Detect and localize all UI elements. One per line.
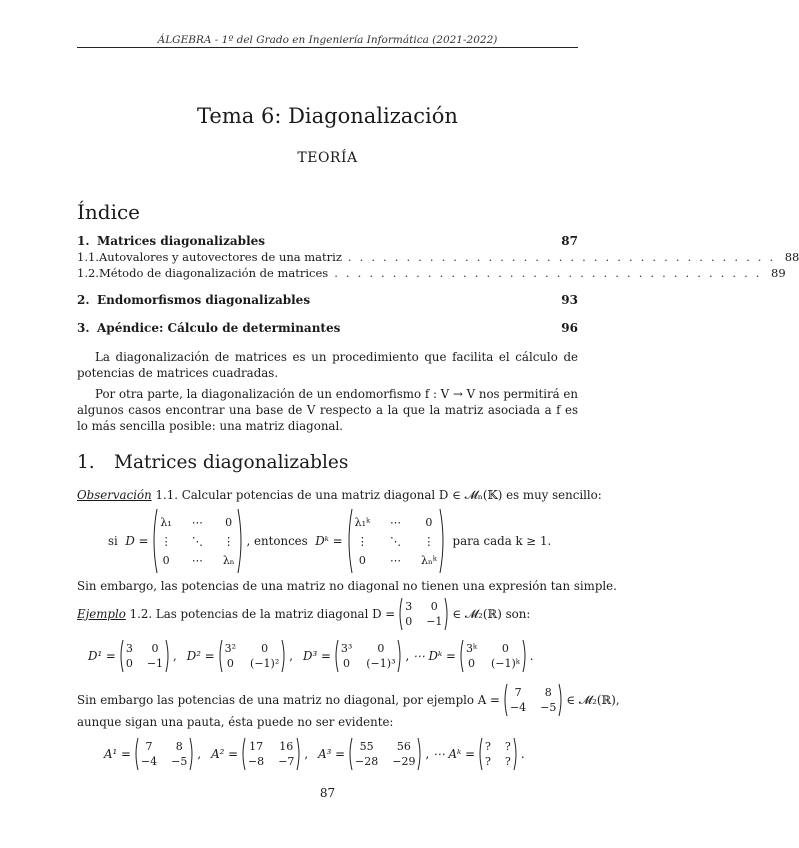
matrix-entry: −29 [392, 755, 416, 768]
matrix-entry: ⋱ [390, 534, 402, 548]
toc-entry-number: 1. [77, 234, 90, 248]
matrix-entry: ? [485, 755, 491, 768]
right-paren [522, 639, 528, 673]
matrix-entry: −1 [426, 615, 443, 628]
matrix-entry: 16 [279, 740, 294, 753]
matrix-entry: λ₁ᵏ [354, 515, 371, 529]
matrix-grid [246, 737, 296, 771]
toc-entry-label: Apéndice: Cálculo de determinantes [97, 321, 341, 335]
matrix-grid [339, 639, 398, 673]
toc-entry-number: 3. [77, 321, 90, 335]
eq-text: ⋯ Dᵏ = [412, 649, 456, 663]
remark-line [77, 682, 620, 718]
matrix-entry: −1 [146, 657, 164, 670]
matrix-entry: 56 [396, 740, 411, 753]
eq-text: D = [125, 534, 149, 548]
matrix-entry: ⋮ [160, 534, 172, 548]
toc-entry[interactable] [77, 250, 799, 266]
toc-entry-page: 89 [771, 266, 786, 280]
matrix [347, 737, 423, 771]
toc-entry[interactable] [77, 266, 786, 282]
matrix-entry: ⋱ [191, 534, 203, 548]
matrix-entry: 0 [225, 515, 233, 529]
matrix [133, 737, 195, 771]
matrix-entry: 7 [145, 740, 153, 753]
left-paren [345, 508, 353, 574]
matrix-entry: λₙ [222, 553, 235, 567]
running-header: ÁLGEBRA - 1º del Grado en Ingeniería Informática (2021-2022) [157, 34, 498, 46]
remark-text: ∈ 𝓜₂(ℝ), [566, 692, 620, 707]
document-title: Tema 6: Diagonalización [197, 104, 458, 128]
observation-text: Calcular potencias de una matriz diagonal D ∈ 𝓜ₙ(𝕂) es muy sencillo: [181, 488, 602, 502]
display-equation: A¹ = 7 8 −4 −5 , A² = 17 16 −8 −7 , A³ = 55 56 −28 −29 , ⋯ Aᵏ = ? ? ? ? . [104, 734, 578, 774]
page-number: 87 [319, 786, 336, 800]
toc-leader-dots: . . . . . . . . . . . . . . . . . . . . . . . . . . . . . . . . . . . . . [347, 250, 776, 264]
matrix-entry: ? [485, 740, 491, 753]
section-heading [77, 452, 348, 473]
matrix-grid [353, 737, 417, 771]
matrix-grid [158, 508, 236, 574]
right-paren [439, 508, 447, 574]
matrix [217, 639, 288, 673]
toc-entry-number: 1.1. [77, 250, 99, 264]
example-label: Ejemplo [77, 607, 126, 621]
matrix [458, 639, 528, 673]
matrix-grid [403, 597, 444, 631]
matrix-grid [139, 737, 189, 771]
right-paren [237, 508, 245, 574]
right-paren [558, 683, 564, 717]
matrix [150, 508, 244, 574]
matrix-grid [124, 639, 165, 673]
toc-entry-page: 88 [784, 250, 799, 264]
matrix-grid [223, 639, 282, 673]
remark-line: Sin embargo, las potencias de una matriz no diagonal no tienen una expresión tan simple. [77, 579, 617, 593]
matrix-entry: 3 [405, 600, 413, 613]
matrix-entry: −8 [247, 755, 265, 768]
toc-entry-page: 93 [561, 293, 578, 307]
matrix-entry: (−1)³ [366, 657, 396, 670]
matrix-entry: −7 [278, 755, 295, 768]
matrix-entry: ⋯ [191, 515, 203, 529]
right-paren [444, 597, 450, 631]
left-paren [150, 508, 158, 574]
matrix-entry: 8 [175, 740, 183, 753]
right-paren [397, 639, 403, 673]
matrix-entry: 3³ [340, 642, 353, 655]
toc-entry-number: 1.2. [77, 266, 99, 280]
toc-entry-label: Matrices diagonalizables [97, 234, 266, 248]
toc-entry-label: Autovalores y autovectores de una matriz [98, 250, 342, 264]
remark-line: aunque sigan una pauta, ésta puede no ser evidente: [77, 715, 394, 729]
observation-line [77, 487, 602, 503]
toc-entry-number: 2. [77, 293, 90, 307]
matrix [502, 683, 564, 717]
matrix [397, 597, 450, 631]
eq-text: si [108, 534, 118, 548]
display-equation [108, 506, 578, 576]
matrix-entry: 0 [430, 600, 438, 613]
matrix [240, 737, 302, 771]
matrix [477, 737, 519, 771]
section-number: 1. [77, 452, 95, 473]
matrix-entry: ⋯ [191, 553, 203, 567]
matrix-grid [483, 737, 513, 771]
matrix-entry: 8 [544, 686, 552, 699]
matrix-entry: −4 [509, 701, 527, 714]
matrix-entry: −28 [355, 755, 379, 768]
matrix-entry: ? [504, 755, 511, 768]
matrix-entry: 0 [261, 642, 269, 655]
matrix-entry: 0 [501, 642, 509, 655]
matrix-entry: (−1)ᵏ [490, 657, 520, 670]
matrix-entry: 17 [249, 740, 264, 753]
matrix-entry: λₙᵏ [421, 553, 437, 567]
matrix-entry: 0 [162, 553, 170, 567]
matrix-entry: 0 [425, 515, 433, 529]
toc-entry-label: Endomorfismos diagonalizables [97, 293, 311, 307]
matrix-entry: ⋯ [390, 515, 402, 529]
eq-text: A³ = [318, 747, 346, 761]
eq-text: Dᵏ = [315, 534, 343, 548]
eq-text: A² = [211, 747, 238, 761]
example-line [77, 596, 578, 632]
matrix-grid [508, 683, 558, 717]
document-subtitle: TEORÍA [297, 150, 358, 166]
toc-entry-page: 87 [561, 234, 578, 248]
eq-text: D¹ = [88, 649, 116, 663]
matrix-entry: −5 [540, 701, 557, 714]
matrix [118, 639, 171, 673]
matrix-entry: 7 [514, 686, 522, 699]
matrix-entry: 0 [377, 642, 385, 655]
eq-text: ⋯ Aᵏ = [432, 747, 475, 761]
eq-text: D² = [186, 649, 215, 663]
remark-text: Sin embargo las potencias de una matriz no diagonal, por ejemplo A = [77, 693, 500, 707]
matrix-entry: −5 [171, 755, 188, 768]
example-number: 1.2. [129, 607, 153, 621]
observation-label: Observación [77, 488, 152, 502]
example-text: Las potencias de la matriz diagonal D = [155, 607, 396, 621]
matrix-entry: 0 [343, 657, 351, 670]
right-paren [165, 639, 171, 673]
matrix-entry: ⋮ [223, 534, 235, 548]
matrix-entry: 0 [467, 657, 475, 670]
right-paren [281, 639, 287, 673]
display-equation: D¹ = 3 0 0 −1 , D² = 3² 0 0 (−1)² , D³ = 3³ 0 0 (−1)³ , ⋯ Dᵏ = 3ᵏ 0 0 (−1)ᵏ . [88, 636, 578, 676]
intro-paragraph: La diagonalización de matrices es un procedimiento que facilita el cálculo de potencias de matrices cuadradas. [77, 350, 578, 380]
matrix-entry: 3ᵏ [465, 642, 477, 655]
matrix-entry: ⋯ [390, 553, 402, 567]
toc-heading: Índice [77, 200, 141, 224]
matrix [333, 639, 404, 673]
matrix [345, 508, 447, 574]
matrix-entry: 0 [226, 657, 234, 670]
eq-text: D³ = [303, 649, 331, 663]
matrix-entry: −4 [140, 755, 158, 768]
matrix-entry: ⋮ [423, 534, 435, 548]
right-paren [417, 737, 423, 771]
eq-text: para cada k ≥ 1. [452, 534, 552, 548]
matrix-entry: 0 [405, 615, 413, 628]
intro-paragraph: Por otra parte, la diagonalización de un endomorfismo f : V → V nos permitirá en algunos casos encontrar una base de V respecto a la que la matriz asociada a f es lo más sencilla posible: una matriz diagonal. [77, 387, 578, 433]
right-paren [189, 737, 195, 771]
toc-entry[interactable] [77, 234, 578, 250]
toc-entry[interactable] [77, 293, 578, 309]
example-text: ∈ 𝓜₂(ℝ) son: [452, 606, 531, 621]
matrix-entry: λ₁ [160, 515, 172, 529]
matrix-entry: 0 [151, 642, 159, 655]
section-title: Matrices diagonalizables [114, 452, 349, 473]
header-rule [77, 47, 578, 48]
matrix-grid [464, 639, 522, 673]
eq-text: , entonces [246, 534, 308, 548]
matrix-entry: 0 [358, 553, 366, 567]
eq-text: A¹ = [104, 747, 131, 761]
matrix-entry: 0 [125, 657, 133, 670]
matrix-entry: 55 [359, 740, 374, 753]
toc-leader-dots: . . . . . . . . . . . . . . . . . . . . . . . . . . . . . . . . . . . . . [334, 266, 762, 280]
matrix-entry: ? [504, 740, 511, 753]
toc-entry-label: Método de diagonalización de matrices [98, 266, 329, 280]
matrix-entry: (−1)² [250, 657, 280, 670]
matrix-entry: 3² [224, 642, 237, 655]
matrix-entry: ⋮ [356, 534, 368, 548]
right-paren [513, 737, 519, 771]
matrix-entry: 3 [125, 642, 133, 655]
matrix-grid [353, 508, 439, 574]
observation-number: 1.1. [155, 488, 178, 502]
toc-entry[interactable] [77, 321, 578, 337]
toc-entry-page: 96 [561, 321, 578, 335]
right-paren [296, 737, 302, 771]
